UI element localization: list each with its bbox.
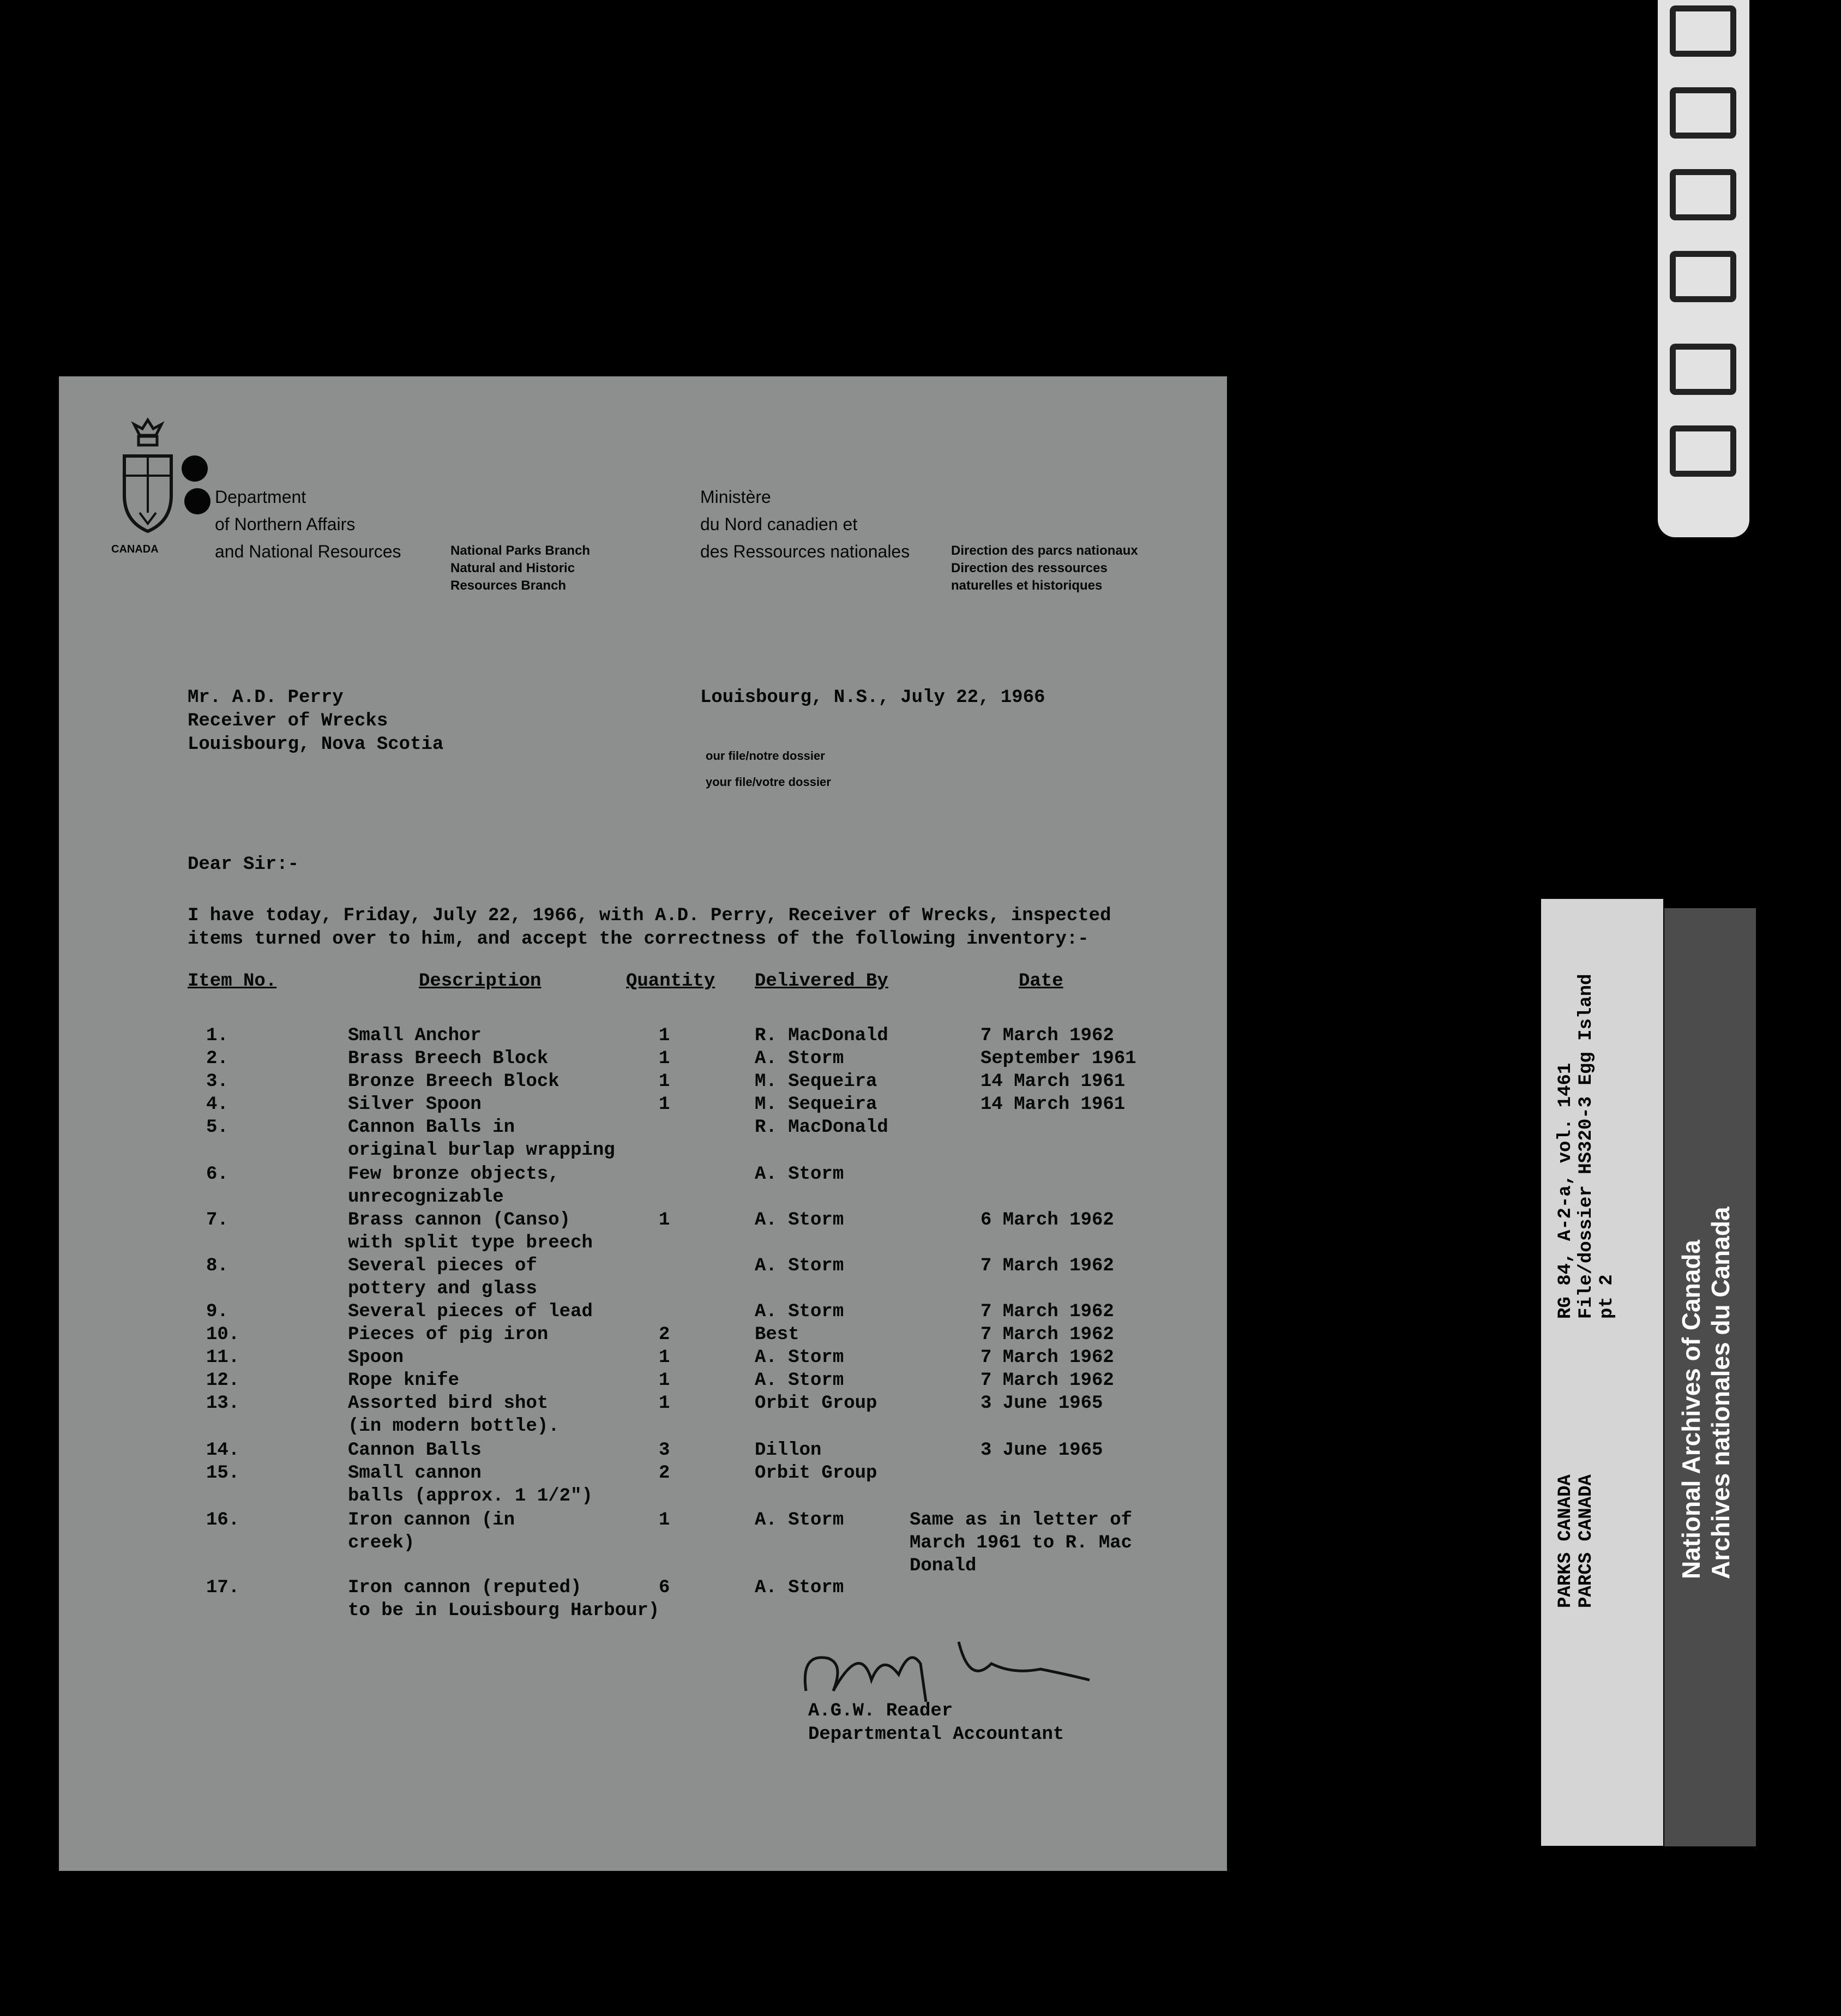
item-number: 16.: [206, 1510, 240, 1531]
item-delivered-by: Best: [755, 1324, 799, 1345]
description-line: balls (approx. 1 1/2"): [348, 1486, 593, 1507]
ministere-line: Ministère: [700, 487, 771, 507]
item-quantity: 2: [659, 1463, 670, 1484]
description-line: creek): [348, 1533, 415, 1553]
item-delivered-by: A. Storm: [755, 1164, 844, 1185]
branch-line: Natural and Historic: [450, 561, 575, 575]
item-delivered-by: M. Sequeira: [755, 1071, 877, 1092]
date-line: September 1961: [980, 1048, 1136, 1069]
date-line: 7 March 1962: [980, 1025, 1114, 1046]
item-description: [348, 1093, 482, 1116]
item-delivered-by: R. MacDonald: [755, 1025, 888, 1046]
item-description: [348, 1576, 659, 1622]
place-date: Louisbourg, N.S., July 22, 1966: [700, 687, 1045, 708]
item-quantity: 1: [659, 1370, 670, 1391]
item-date: [980, 1346, 1114, 1369]
item-description: [348, 1439, 482, 1462]
direction-line: Direction des ressources: [951, 561, 1108, 575]
item-number: 1.: [206, 1025, 228, 1046]
item-quantity: 6: [659, 1577, 670, 1598]
item-quantity: 2: [659, 1324, 670, 1345]
item-number: 13.: [206, 1393, 240, 1414]
item-description: [348, 1392, 559, 1438]
item-number: 7.: [206, 1210, 228, 1231]
agency-line: PARKS CANADA: [1555, 1474, 1576, 1608]
description-line: unrecognizable: [348, 1187, 504, 1208]
department-line: of Northern Affairs: [215, 514, 356, 534]
branch-line: Resources Branch: [450, 578, 567, 593]
item-delivered-by: R. MacDonald: [755, 1117, 888, 1138]
date-line: March 1961 to R. Mac: [910, 1533, 1133, 1553]
item-date: [980, 1300, 1114, 1323]
item-number: 14.: [206, 1440, 240, 1461]
description-line: original burlap wrapping: [348, 1140, 615, 1161]
counter-digit: [1670, 5, 1736, 57]
counter-digit: [1670, 87, 1736, 139]
date-line: 7 March 1962: [980, 1347, 1114, 1368]
item-description: [348, 1209, 593, 1255]
institution-line: National Archives of Canada: [1677, 1239, 1705, 1579]
item-description: [348, 1300, 593, 1323]
hole-punch: [182, 455, 208, 482]
item-date: [980, 1392, 1103, 1415]
item-delivered-by: A. Storm: [755, 1347, 844, 1368]
item-delivered-by: A. Storm: [755, 1256, 844, 1276]
item-quantity: 1: [659, 1347, 670, 1368]
ministere-line: du Nord canadien et: [700, 514, 858, 534]
item-date: [980, 1047, 1136, 1070]
item-date: [910, 1509, 1132, 1577]
description-line: Small Anchor: [348, 1025, 482, 1046]
item-delivered-by: Dillon: [755, 1440, 822, 1461]
item-number: 2.: [206, 1048, 228, 1069]
department-line: and National Resources: [215, 542, 401, 561]
date-line: 7 March 1962: [980, 1256, 1114, 1276]
item-description: [348, 1070, 559, 1093]
ref-line: RG 84, A-2-a, vol. 1461: [1555, 1063, 1576, 1319]
counter-digit: [1670, 251, 1736, 302]
counter-digit: [1670, 169, 1736, 220]
description-line: Several pieces of: [348, 1256, 537, 1276]
date-line: 6 March 1962: [980, 1210, 1114, 1231]
item-description: [348, 1369, 459, 1392]
col-header-quantity: Quantity: [626, 971, 715, 992]
item-number: 8.: [206, 1256, 228, 1276]
item-description: [348, 1509, 515, 1555]
item-quantity: 1: [659, 1210, 670, 1231]
date-line: Same as in letter of: [910, 1510, 1133, 1531]
coat-of-arms: [118, 415, 178, 562]
description-line: Few bronze objects,: [348, 1164, 559, 1185]
description-line: Small cannon: [348, 1463, 482, 1484]
direction-line: naturelles et historiques: [951, 578, 1103, 593]
item-description: [348, 1462, 593, 1508]
col-header-description: Description: [419, 971, 542, 992]
file-ref: our file/notre dossier: [706, 749, 825, 763]
counter-digit: [1670, 344, 1736, 395]
item-number: 15.: [206, 1463, 240, 1484]
item-date: [980, 1439, 1103, 1462]
date-line: 7 March 1962: [980, 1370, 1114, 1391]
body-line: I have today, Friday, July 22, 1966, with A.D. Perry, Receiver of Wrecks, inspected: [188, 905, 1111, 926]
item-number: 9.: [206, 1301, 228, 1322]
item-description: [348, 1346, 404, 1369]
description-line: pottery and glass: [348, 1279, 537, 1299]
item-quantity: 3: [659, 1440, 670, 1461]
description-line: Brass Breech Block: [348, 1048, 549, 1069]
branch-line: National Parks Branch: [450, 543, 591, 558]
salutation: Dear Sir:-: [188, 854, 299, 875]
item-delivered-by: Orbit Group: [755, 1463, 877, 1484]
item-date: [980, 1323, 1114, 1346]
agency-line: PARCS CANADA: [1576, 1474, 1597, 1608]
date-line: Donald: [910, 1556, 977, 1576]
institution-line: Archives nationales du Canada: [1706, 1207, 1735, 1579]
file-ref: your file/votre dossier: [706, 775, 831, 789]
description-line: Bronze Breech Block: [348, 1071, 559, 1092]
description-line: Cannon Balls in: [348, 1117, 515, 1138]
description-line: Spoon: [348, 1347, 404, 1368]
body-line: items turned over to him, and accept the correctness of the following inventory:-: [188, 929, 1089, 950]
item-number: 4.: [206, 1094, 228, 1115]
country-label: CANADA: [111, 543, 159, 555]
col-header-date: Date: [1019, 971, 1063, 992]
item-quantity: 1: [659, 1393, 670, 1414]
item-date: [980, 1070, 1125, 1093]
counter-digit: [1670, 425, 1736, 477]
item-delivered-by: A. Storm: [755, 1510, 844, 1531]
item-quantity: 1: [659, 1094, 670, 1115]
direction-line: Direction des parcs nationaux: [951, 543, 1138, 558]
item-number: 11.: [206, 1347, 240, 1368]
label-strip: [1617, 912, 1663, 1846]
item-description: [348, 1024, 482, 1047]
description-line: Iron cannon (reputed): [348, 1577, 582, 1598]
item-number: 10.: [206, 1324, 240, 1345]
date-line: 14 March 1961: [980, 1094, 1126, 1115]
description-line: Iron cannon (in: [348, 1510, 515, 1531]
item-date: [980, 1369, 1114, 1392]
signatory-title: Departmental Accountant: [808, 1724, 1064, 1745]
item-delivered-by: Orbit Group: [755, 1393, 877, 1414]
date-line: 3 June 1965: [980, 1440, 1103, 1461]
item-delivered-by: A. Storm: [755, 1370, 844, 1391]
item-date: [980, 1093, 1125, 1116]
item-description: [348, 1047, 548, 1070]
signatory-name: A.G.W. Reader: [808, 1701, 953, 1721]
col-header-delivered-by: Delivered By: [755, 971, 888, 992]
date-line: 7 March 1962: [980, 1324, 1114, 1345]
description-line: to be in Louisbourg Harbour): [348, 1600, 660, 1621]
item-delivered-by: A. Storm: [755, 1210, 844, 1231]
item-delivered-by: A. Storm: [755, 1048, 844, 1069]
description-line: Rope knife: [348, 1370, 460, 1391]
description-line: Pieces of pig iron: [348, 1324, 549, 1345]
item-description: [348, 1116, 615, 1162]
description-line: (in modern bottle).: [348, 1416, 559, 1437]
address-line: Mr. A.D. Perry: [188, 687, 344, 708]
description-line: Several pieces of lead: [348, 1301, 593, 1322]
item-quantity: 1: [659, 1025, 670, 1046]
item-quantity: 1: [659, 1071, 670, 1092]
item-delivered-by: A. Storm: [755, 1577, 844, 1598]
item-number: 5.: [206, 1117, 228, 1138]
item-date: [980, 1255, 1114, 1277]
date-line: 14 March 1961: [980, 1071, 1126, 1092]
signature-scribble: [795, 1631, 1100, 1709]
date-line: 7 March 1962: [980, 1301, 1114, 1322]
item-description: [348, 1255, 537, 1300]
item-number: 12.: [206, 1370, 240, 1391]
description-line: Silver Spoon: [348, 1094, 482, 1115]
item-description: [348, 1323, 548, 1346]
item-number: 3.: [206, 1071, 228, 1092]
col-header-item: Item No.: [188, 971, 277, 992]
ref-line: pt 2: [1597, 1274, 1617, 1319]
item-delivered-by: A. Storm: [755, 1301, 844, 1322]
address-line: Louisbourg, Nova Scotia: [188, 734, 444, 755]
item-number: 6.: [206, 1164, 228, 1185]
item-date: [980, 1209, 1114, 1232]
date-line: 3 June 1965: [980, 1393, 1103, 1414]
item-date: [980, 1024, 1114, 1047]
item-quantity: 1: [659, 1048, 670, 1069]
hole-punch: [184, 488, 210, 514]
item-delivered-by: M. Sequeira: [755, 1094, 877, 1115]
letter-page: [59, 376, 1227, 1871]
item-description: [348, 1163, 559, 1209]
description-line: Cannon Balls: [348, 1440, 482, 1461]
ministere-line: des Ressources nationales: [700, 542, 910, 561]
address-line: Receiver of Wrecks: [188, 711, 388, 731]
item-quantity: 1: [659, 1510, 670, 1531]
frame-counter: [1658, 0, 1749, 537]
ref-line: File/dossier HS320-3 Egg Island: [1576, 974, 1597, 1319]
description-line: Assorted bird shot: [348, 1393, 549, 1414]
description-line: Brass cannon (Canso): [348, 1210, 571, 1231]
description-line: with split type breech: [348, 1233, 593, 1253]
item-number: 17.: [206, 1577, 240, 1598]
institution-label: [1664, 908, 1756, 1846]
department-line: Department: [215, 487, 306, 507]
